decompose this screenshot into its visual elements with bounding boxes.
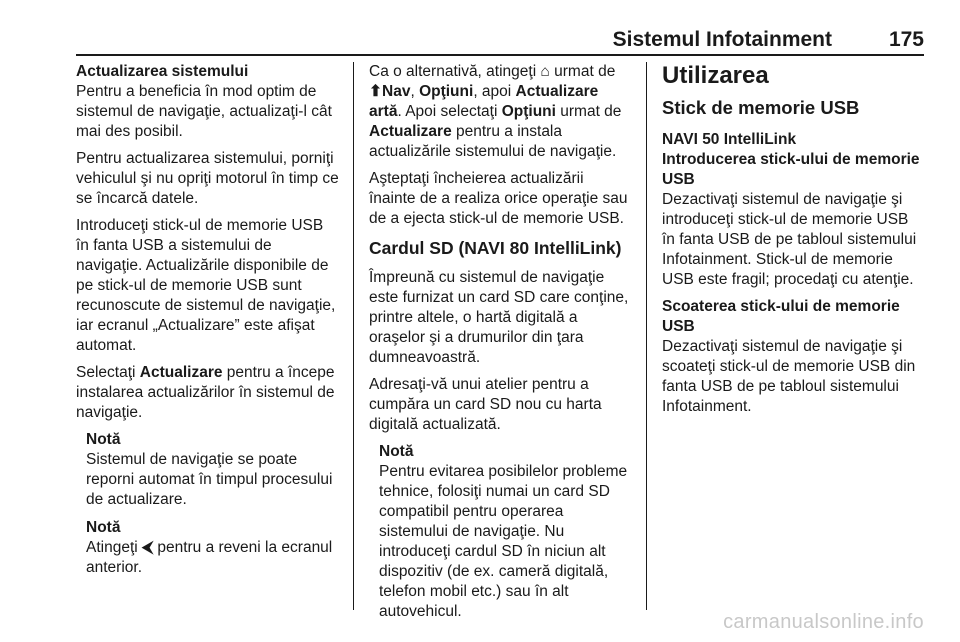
paragraph: Aşteptaţi încheierea actualizării înainte de a realiza orice operaţie sau de a ejecta stick-ul de memorie USB. — [369, 170, 628, 227]
nav-arrow-icon: ⬆ — [369, 83, 382, 100]
note-text: Sistemul de navigaţie se poate reporni automat în timpul procesului de actualizare. — [86, 451, 333, 508]
column-middle — [369, 62, 633, 630]
paragraph — [76, 62, 340, 142]
column-right — [662, 62, 924, 424]
paragraph — [662, 130, 924, 290]
home-icon: ⌂ — [540, 63, 550, 80]
paragraph-text: Pentru a beneficia în mod optim de sistemul de navigaţie, actualizaţi-l cât mai des posibil. — [76, 83, 332, 140]
subsection-heading: Scoaterea stick-ului de memorie USB — [662, 298, 900, 335]
bold-term: Actualizare — [139, 364, 223, 381]
note-title: Notă — [379, 443, 414, 460]
text: . Apoi selectaţi — [397, 103, 502, 120]
text: , — [410, 83, 420, 100]
back-arrow-icon: ⮜ — [142, 539, 154, 556]
text: Selectaţi — [76, 364, 140, 381]
note-title: Notă — [86, 519, 121, 536]
text: pentru a începe instalarea actualizărilor în sistemul de navigaţie. — [76, 364, 335, 421]
text: urmat de — [549, 63, 616, 80]
bold-term: Actualizare — [369, 123, 452, 140]
note-box — [379, 442, 633, 622]
bold-term: Nav — [382, 83, 411, 100]
note-box — [86, 518, 340, 578]
section-heading: Actualizarea sistemului — [76, 63, 249, 80]
column-divider — [646, 62, 647, 610]
section-title: Sistemul Infotainment — [612, 28, 832, 51]
text: pentru a instala actualizările sistemului de navigaţie. — [369, 123, 617, 160]
page-number: 175 — [888, 28, 924, 51]
paragraph: Introduceţi stick-ul de memorie USB în fanta USB a sistemului de navigaţie. Actualizările disponibile de pe stick-ul de memorie USB sunt recunoscute de sistemul de navigaţie, iar ecranul „Actualizare” este afişat automat. — [76, 217, 336, 354]
bold-term: Actualizare artă — [369, 83, 599, 120]
note-text: Pentru evitarea posibilelor probleme tehnice, folosiţi numai un card SD compatibil pentru operarea sistemului de navigaţie. Nu introduceţi cardul SD în niciun alt dispozitiv (de ex. cameră digitală, telefon mobil etc.) sau în alt autovehicul. — [379, 463, 628, 620]
text: Ca o alternativă, atingeţi — [369, 63, 541, 80]
column-divider — [353, 62, 354, 610]
bold-term: Opţiuni — [419, 83, 474, 100]
subsection-heading: Introducerea stick-ului de memorie USB — [662, 151, 920, 188]
note-text: Atingeţi — [86, 539, 143, 556]
model-heading: NAVI 50 IntelliLink — [662, 131, 797, 148]
paragraph — [662, 297, 924, 417]
page-header — [76, 24, 924, 56]
paragraph-text: Dezactivaţi sistemul de navigaţie şi introduceţi stick-ul de memorie USB în fanta USB de pe tabloul sistemului Infotainment. Stick-ul de memorie USB este fragil; procedaţi cu atenţie. — [662, 191, 917, 288]
paragraph: Adresaţi-vă unui atelier pentru a cumpăra un card SD nou cu harta digitală actualizată. — [369, 376, 602, 433]
watermark: carmanualsonline.info — [723, 611, 924, 633]
section-heading: Stick de memorie USB — [662, 97, 860, 118]
paragraph — [76, 363, 340, 423]
section-heading: Cardul SD (NAVI 80 IntelliLink) — [369, 238, 622, 258]
bold-term: Opţiuni — [501, 103, 556, 120]
text: urmat de — [555, 103, 622, 120]
chapter-title: Utilizarea — [662, 62, 769, 89]
note-text: pentru a reveni la ecranul anterior. — [86, 539, 333, 576]
note-title: Notă — [86, 431, 121, 448]
column-left — [76, 62, 340, 586]
paragraph: Pentru actualizarea sistemului, porniţi vehiculul şi nu opriţi motorul în timp ce se încarcă datele. — [76, 150, 339, 207]
paragraph: Împreună cu sistemul de navigaţie este furnizat un card SD care conţine, printre altele, o hartă digitală a oraşelor şi a drumurilor din ţara dumneavoastră. — [369, 269, 629, 366]
paragraph — [369, 62, 633, 162]
text: , apoi — [473, 83, 516, 100]
header-rule — [76, 54, 924, 56]
note-box — [86, 430, 340, 510]
paragraph-text: Dezactivaţi sistemul de navigaţie şi scoateţi stick-ul de memorie USB din fanta USB de pe tabloul sistemului Infotainment. — [662, 338, 916, 415]
